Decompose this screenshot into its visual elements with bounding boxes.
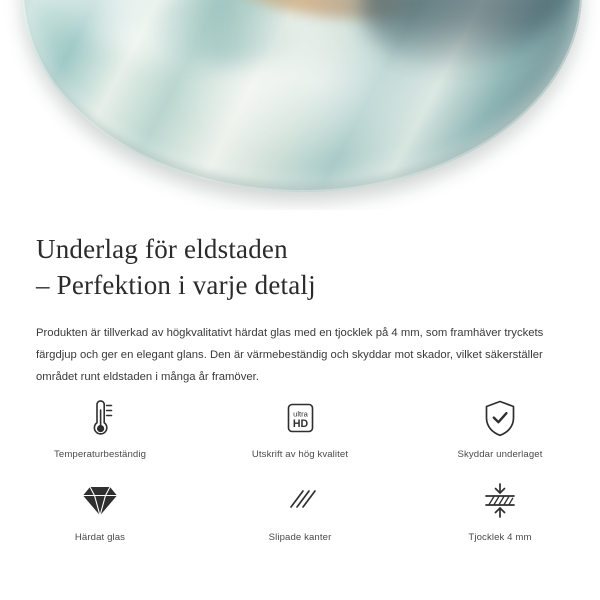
teal-vein — [141, 0, 340, 74]
thermometer-icon — [80, 395, 120, 441]
feature-label: Tjocklek 4 mm — [468, 532, 532, 543]
feature-item-protects-surface — [400, 395, 600, 460]
page-title — [0, 210, 600, 304]
marble-disc-surface — [22, 0, 582, 192]
headline-line-1: Underlag för eldstaden — [36, 234, 288, 264]
feature-label: Skyddar underlaget — [457, 449, 543, 460]
polished-edges-icon — [279, 478, 321, 524]
ultra-hd-icon — [280, 395, 320, 441]
feature-item-print-quality — [200, 395, 400, 460]
feature-label: Slipade kanter — [268, 532, 332, 543]
feature-item-temperature-resistant — [0, 395, 200, 460]
feature-item-thickness — [400, 478, 600, 543]
feature-item-tempered-glass — [0, 478, 200, 543]
feature-label: Temperaturbeständig — [53, 449, 147, 460]
headline-line-2: – Perfektion i varje detalj — [36, 269, 316, 300]
feature-grid — [0, 395, 600, 543]
text-content-section — [0, 210, 600, 388]
product-description-paragraph: Produkten är tillverkad av högkvalitativt härdat glas med en tjocklek på 4 mm, som framhäver tryckets färgdjup och ger en elegant glans. Den är värmebeständig och skyddar mot skador, vilket säkerställer området runt eldstaden i många år framöver. — [36, 326, 544, 383]
diamond-icon — [78, 478, 122, 524]
round-marble-glass-panel-image — [22, 0, 582, 192]
feature-item-polished-edges — [200, 478, 400, 543]
feature-label: Härdat glas — [74, 532, 126, 543]
dark-teal-vein — [339, 0, 582, 95]
shield-check-icon — [479, 395, 521, 441]
feature-label: Utskrift av hög kvalitet — [251, 449, 349, 460]
svg-text:ultra: ultra — [293, 409, 308, 419]
hero-image-section — [0, 0, 600, 210]
svg-text:HD: HD — [292, 418, 309, 431]
thickness-arrows-icon — [478, 478, 522, 524]
